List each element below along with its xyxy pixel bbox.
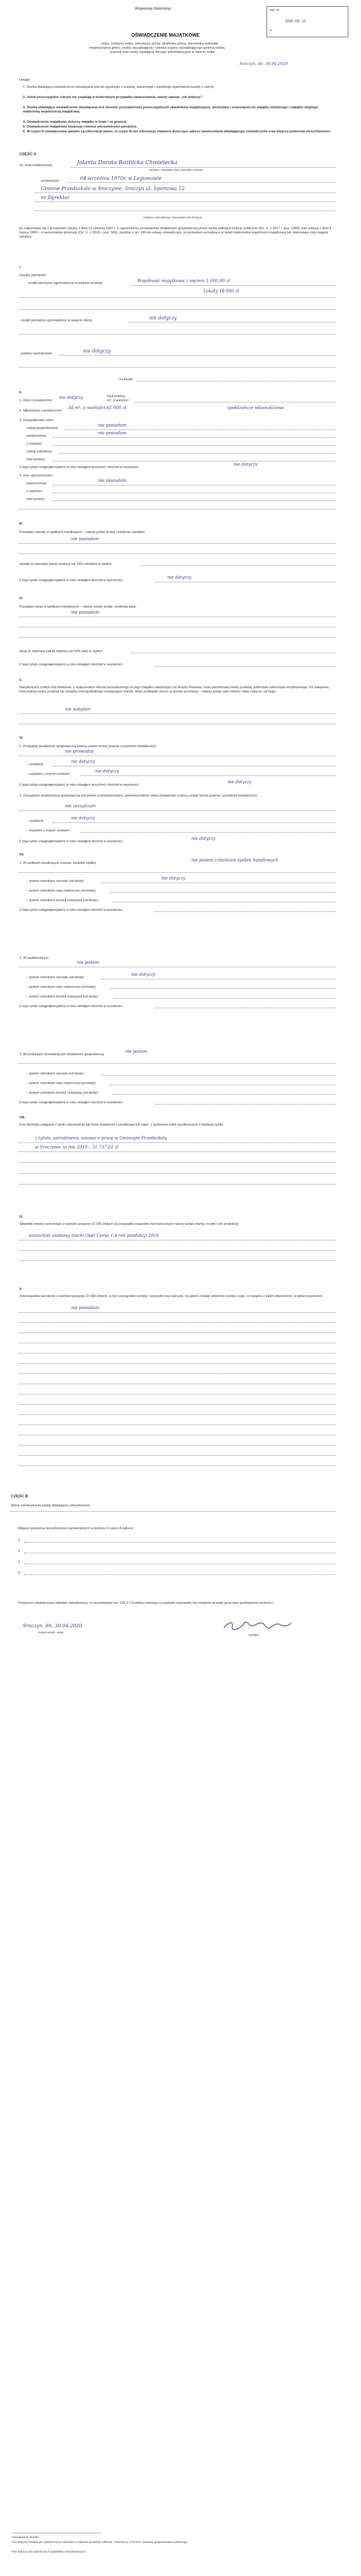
foreign-value: nie dotyczy	[149, 315, 177, 321]
section-6-item2-wspolnie: – wspólnie z innymi osobami	[26, 829, 70, 833]
farm-type-value: nie posiadam	[98, 423, 127, 428]
authority-logo-text: Wojewoda Gdańskiej	[135, 7, 171, 11]
section-7-item2: 2. W spółdzielniach:	[19, 957, 49, 960]
footnote-2: ² Nie dotyczy działalności wytwórczej w rolnictwie w zakresie produkcji roślinnej i zwierzęcej, w formie i zakresie gospodarstwa rodzinnego.	[11, 2541, 188, 2544]
footnote-1: ¹ Niewłaściwe skreślić.	[11, 2536, 40, 2539]
farm-income-value: nie dotyczy	[233, 462, 258, 467]
section-6-item2-value: nie zarządzam	[65, 804, 96, 809]
house-value: nie dotyczy	[59, 395, 84, 400]
section-7-label: VII.	[19, 853, 25, 857]
notes-label: Uwaga:	[19, 78, 31, 82]
employment-line-1: Gminne Przedszkole w Sroczynie, Sroczyn ul. Sportowa 12	[41, 186, 185, 191]
section-7-zarzad-value: nie dotyczy	[161, 876, 186, 881]
part-b-address-label: Adres zamieszkania osoby składającej oświadczenie:	[11, 1504, 91, 1508]
farm-buildings-label: rodzaj zabudowy:	[26, 450, 53, 454]
part-b-item-3: 3.	[18, 1561, 21, 1564]
footer-place-caption: (miejscowość, data)	[38, 1632, 64, 1635]
section-7-item1-value: nie jestem członkiem spółek handlowych	[191, 858, 279, 863]
section-8-value-1: z tytułu zatrudnienia umowa o pracę w Gminnym Przedszkolu	[35, 1136, 167, 1141]
pln-value-2: Lokaty 18 000 zł	[203, 289, 239, 294]
law-text: po zapoznaniu się z przepisami ustawy z dnia 21 sierpnia 1997 r. o ograniczeniu prowadzenia działalności gospodarczej przez osoby pełniące funkcje publiczne (Dz. U. z 2017 r. poz. 1393) oraz ustawy z dnia 8 marca 1990 r. o samorządzie gminnym (Dz. U. z 2019 r. poz. 506), zgodnie z art. 24h tej ustawy oświadczam, że posiadam wchodzące w skład małżeńskiej wspólności majątkowej lub stanowiące mój majątek odrębny:	[19, 227, 332, 239]
header-place-date: Sroczyn, dn. 30.04.2020	[239, 61, 288, 66]
part-a-label: CZĘŚĆ A	[19, 152, 37, 156]
name-caption: (imiona i nazwisko oraz nazwisko rodowe)	[149, 169, 203, 172]
section-6-income-value: nie dotyczy	[227, 780, 252, 784]
section-1-label: I.	[19, 266, 22, 270]
other-label: 4. Inne nieruchomości:	[19, 474, 54, 478]
section-6-item2: 2. Zarządzam działalnością gospodarczą lub jestem przedstawicielem, pełnomocnikiem takiej działalności (należy podać formę prawną i przedmiot działalności):	[19, 794, 258, 798]
born-value: 04 września 1970r. w Legionowie	[80, 176, 162, 181]
section-4-label: IV.	[19, 597, 23, 600]
foreign-label: - środki pieniężne zgromadzone w walucie obcej:	[19, 319, 93, 322]
subtitle-line-3: prawną oraz osoby wydającej decyzje administracyjne w imieniu wójta	[110, 51, 215, 54]
section-4-income-label: Z tego tytułu osiągnąłem(ęłam) w roku ubiegłym dochód w wysokości:	[19, 663, 123, 667]
other-title-label: tytuł prawny:	[26, 498, 46, 501]
declarant-name: Jolanta Dorota Rozbicka Chmielecka	[77, 160, 177, 166]
farm-title-label: tytuł prawny:	[26, 458, 46, 461]
section-7-item2-value: nie jestem	[77, 960, 99, 965]
subtitle-line-2: organizacyjnej gminy, osoby zarządzającej i członka organu zarządzającego gminną osobą	[89, 46, 225, 50]
declaration-page	[11, 6, 348, 2569]
farm-label: 3. Gospodarstwo rolne:	[19, 419, 54, 422]
footer-place-date: Sroczyn, dn. 30.04.2020	[23, 1623, 82, 1628]
section-7-item3-zarzad: – jestem członkiem zarządu (od kiedy):	[26, 1072, 85, 1076]
note-4: 4. Oświadczenie majątkowe dotyczy majątku w kraju i za granicą.	[23, 120, 127, 124]
section-3-income: nie dotyczy	[167, 575, 192, 580]
section-2-label: II.	[19, 391, 22, 395]
note-3: 3. Osoba składająca oświadczenie obowiązana jest określić przynależność poszczególnych składników majątkowych, dochodów i zobowiązań do majątku odrębnego i majątku objętego małżeńską wspólnością majątkową.	[23, 106, 318, 114]
section-3-income-label: Z tego tytułu osiągnąłem(ęłam) w roku ubiegłym dochód w wysokości:	[19, 579, 123, 582]
stamp-line-2: 2020 -05- 12	[285, 20, 306, 23]
section-5-value: nie nabyłam	[65, 707, 91, 712]
section-7-item2-komisja: – jestem członkiem komisji rewizyjnej (od kiedy):	[26, 995, 99, 999]
section-7-item2-rada: – jestem członkiem rady nadzorczej (od kiedy):	[26, 985, 97, 989]
kwota-label: na kwotę:	[119, 378, 134, 381]
section-10-label: X.	[19, 1287, 23, 1291]
part-b-item-4: 4.	[18, 1571, 21, 1575]
house-title-label: tytuł prawny:	[107, 395, 126, 398]
note-5: 5. Oświadczenie majątkowe obejmuje również wierzytelności pieniężne.	[23, 125, 138, 129]
section-7-item2-income-label: Z tego tytułu osiągnąłem(ęłam) w roku ubiegłym dochód w wysokości:	[19, 1005, 123, 1008]
section-4-value: nie posiadam	[71, 610, 100, 615]
section-6-item1: 1. Prowadzę działalność gospodarczą (należy podać formę prawną i przedmiot działalności):	[19, 745, 157, 748]
flat-value: 34 m², o wartości 65 000 zł	[68, 405, 126, 410]
receipt-stamp	[267, 6, 348, 37]
section-5-label: V.	[19, 679, 22, 682]
section-8-text: Inne dochody osiągane z tytułu zatrudnienia lub innej działalności zarobkowej lub zajęć, z podaniem kwot uzyskiwanych z każdego tytułu:	[19, 1123, 224, 1127]
section-6-item2-osobiscie: – osobiście	[26, 819, 43, 823]
employment-line-2: nr Dyrektor	[41, 195, 70, 200]
part-b-item-1: 1.	[18, 1539, 21, 1542]
section-6-wspolnie-value: nie dotyczy	[95, 769, 120, 774]
section-6-label: VI.	[19, 736, 23, 740]
farm-area-value: nie posiadam	[98, 431, 127, 436]
securities-value: nie dotyczy	[83, 348, 111, 354]
farm-value-label: o wartości:	[26, 442, 43, 446]
subtitle-line-1: wójta, zastępcy wójta, sekretarza gminy, skarbnika gminy, kierownika jednostki	[101, 42, 218, 46]
section-7-item2-zarzad: – jestem członkiem zarządu (od kiedy):	[26, 976, 85, 979]
section-7-income-label: Z tego tytułu osiągnąłem(ęłam) w roku ubiegłym dochód w wysokości:	[19, 908, 123, 912]
section-5-text: Nabyłem(am) (nabył mój małżonek, z wyłączeniem mienia przynależnego do jego majątku odrębnego) od Skarbu Państwa, innej państwowej osoby prawnej, jednostek samorządu terytorialnego, ich związków, komunalnej osoby prawnej lub związku metropolitalnego następujące mienie, które podlegało zbyciu w drodze przetargu – należy podać opis mienia i datę nabycia, od kogo:	[19, 686, 330, 694]
section-9-value: samochód osobowy marki Opel Corsa 1.4 rok produkcji 2016	[29, 1233, 159, 1238]
section-7-item3-rada: – jestem członkiem rady nadzorczej (od kiedy):	[26, 1082, 97, 1085]
section-6-osobiscie-value: nie dotyczy	[71, 759, 96, 764]
ja-label: Ja, niżej podpisany(a),	[19, 164, 53, 167]
farm-area-label: powierzchnia:	[26, 434, 48, 438]
stamp-line-1: Wpł. do	[270, 9, 280, 12]
pln-value: Wspólność majątkowa z mężem 1 000,00 zł	[137, 279, 230, 283]
section-7-komisja: – jestem członkiem komisji rewizyjnej (od kiedy):	[26, 899, 99, 902]
part-b-label: CZĘŚĆ B	[11, 1494, 28, 1499]
footer-signature-caption: (podpis)	[248, 1634, 259, 1637]
note-1: 1. Osoba składająca oświadczenie obowiązana jest do zgodnego z prawdą, starannego i zupełnego wypełnienia każdej z rubryk.	[23, 85, 215, 89]
section-7-item3-income-label: Z tego tytułu osiągnąłem(ęłam) w roku ubiegłym dochód w wysokości:	[19, 1101, 123, 1105]
section-9-label: IX.	[19, 1215, 23, 1219]
section-3-pct: udziały te stanowią pakiet większy niż 10% udziałów w spółce:	[19, 562, 113, 566]
section-7-item3: 3. W fundacjach prowadzących działalność gospodarczą:	[19, 1053, 105, 1056]
section-7-item2-zarzad-value: nie dotyczy	[131, 972, 156, 977]
section-3-label: III.	[19, 522, 23, 526]
section-6-item2-income-value: nie dotyczy	[191, 836, 216, 841]
section-10-value: nie posiadam	[71, 1305, 100, 1310]
section-9-text: Składniki mienia ruchomego o wartości powyżej 10 000 złotych (w przypadku pojazdów mechanicznych należy podać markę, model i rok produkcji):	[19, 1222, 239, 1226]
signature-image	[221, 1618, 294, 1633]
stamp-line-3: nr	[270, 29, 273, 32]
house-value-label: m², o wartości:	[107, 399, 129, 402]
part-b-item-2: 2.	[18, 1550, 21, 1553]
flat-title-value: spółdzielcze własnościowe	[227, 405, 285, 410]
employment-caption: (miejsce zatrudnienia, stanowisko lub funkcja)	[143, 217, 202, 220]
flat-label: 2. Mieszkanie o powierzchni:	[19, 409, 63, 413]
section-6-item2-osob-value: nie dotyczy	[71, 816, 96, 821]
house-label: 1. Dom o powierzchni:	[19, 399, 53, 402]
note-6: 6. W części A oświadczenia zawarte są informacje jawne, w części B zaś informacje niejawne dotyczące adresu zamieszkania składającego oświadczenie oraz miejsca położenia nieruchomości.	[23, 130, 331, 134]
section-6-income-label: Z tego tytułu osiągnąłem(ęłam) w roku ubiegłym przychód i dochód w wysokości:	[19, 783, 140, 787]
section-3-text: Posiadam udziały w spółkach handlowych – należy podać liczbę i emitenta udziałów:	[19, 531, 146, 534]
section-6-item1-value: nie prowadzę	[65, 749, 94, 754]
section-10-text: Zobowiązania pieniężne o wartości powyżej 10 000 złotych, w tym zaciągnięte kredyty i pożyczki oraz warunki, na jakich zostały udzielone (wobec kogo, w związku z jakim zdarzeniem, w jakiej wysokości):	[19, 1295, 324, 1298]
other-area-value: nie posiadam	[98, 478, 127, 483]
securities-label: - papiery wartościowe:	[19, 352, 53, 356]
cash-label: Zasoby pieniężne:	[19, 274, 47, 277]
other-area-label: powierzchnia:	[26, 482, 48, 485]
section-8-label: VIII.	[19, 1116, 25, 1120]
born-label: urodzony(a)	[41, 179, 59, 183]
document-title: OŚWIADCZENIE MAJĄTKOWE	[131, 32, 200, 38]
section-6-wspolnie: – wspólnie z innymi osobami	[26, 772, 70, 776]
section-6-item2-income-label: Z tego tytułu osiągnąłem(ęłam) w roku ubiegłym dochód w wysokości:	[19, 840, 123, 843]
farm-type-label: rodzaj gospodarstwa:	[26, 427, 59, 430]
section-8-value-2: w Sroczynie za rok 2019 – 31 737,62 zł	[35, 1145, 119, 1150]
section-7-zarzad: – jestem członkiem zarządu (od kiedy):	[26, 880, 85, 883]
part-b-location-label: Miejsce położenia nieruchomości wymienionych w punkcie II części A (adres):	[18, 1527, 134, 1530]
section-7-item3-komisja: – jestem członkiem komisji rewizyjnej (od kiedy):	[26, 1091, 99, 1095]
farm-income-label: Z tego tytułu osiągnąłem(ęłam) w roku ubiegłym przychód i dochód w wysokości:	[19, 466, 140, 469]
section-4-text: Posiadam akcje w spółkach handlowych – należy podać liczbę i emitenta akcji:	[19, 605, 137, 609]
section-7-item1: 1. W spółkach handlowych (nazwa, siedziba spółki):	[19, 861, 97, 865]
pln-label: - środki pieniężne zgromadzone w walucie polskiej:	[26, 282, 103, 285]
section-7-item3-value: nie jestem	[125, 1049, 147, 1054]
section-7-rada: – jestem członkiem rady nadzorczej (od kiedy):	[26, 889, 97, 893]
note-2: 2. Jeżeli poszczególne rubryki nie znajdują w konkretnym przypadku zastosowania, należy wpisać „nie dotyczy".	[23, 96, 203, 99]
footer-statement: Powyższe oświadczenie składam świadomy(a), iż na podstawie art. 233 § 1 Kodeksu karnego za podanie nieprawdy lub zatajenie prawdy grozi kara pozbawienia wolności.	[18, 1601, 274, 1605]
section-3-value: nie posiadam	[71, 537, 100, 541]
section-6-osobiscie: – osobiście	[26, 763, 43, 766]
other-value-label: o wartości:	[26, 490, 43, 493]
footnote-3: ³ Nie dotyczy rad nadzorczych spółdzielni mieszkaniowych.	[11, 2551, 87, 2554]
section-4-pct: akcje te stanowią pakiet większy niż 10% akcji w spółce:	[19, 650, 103, 653]
